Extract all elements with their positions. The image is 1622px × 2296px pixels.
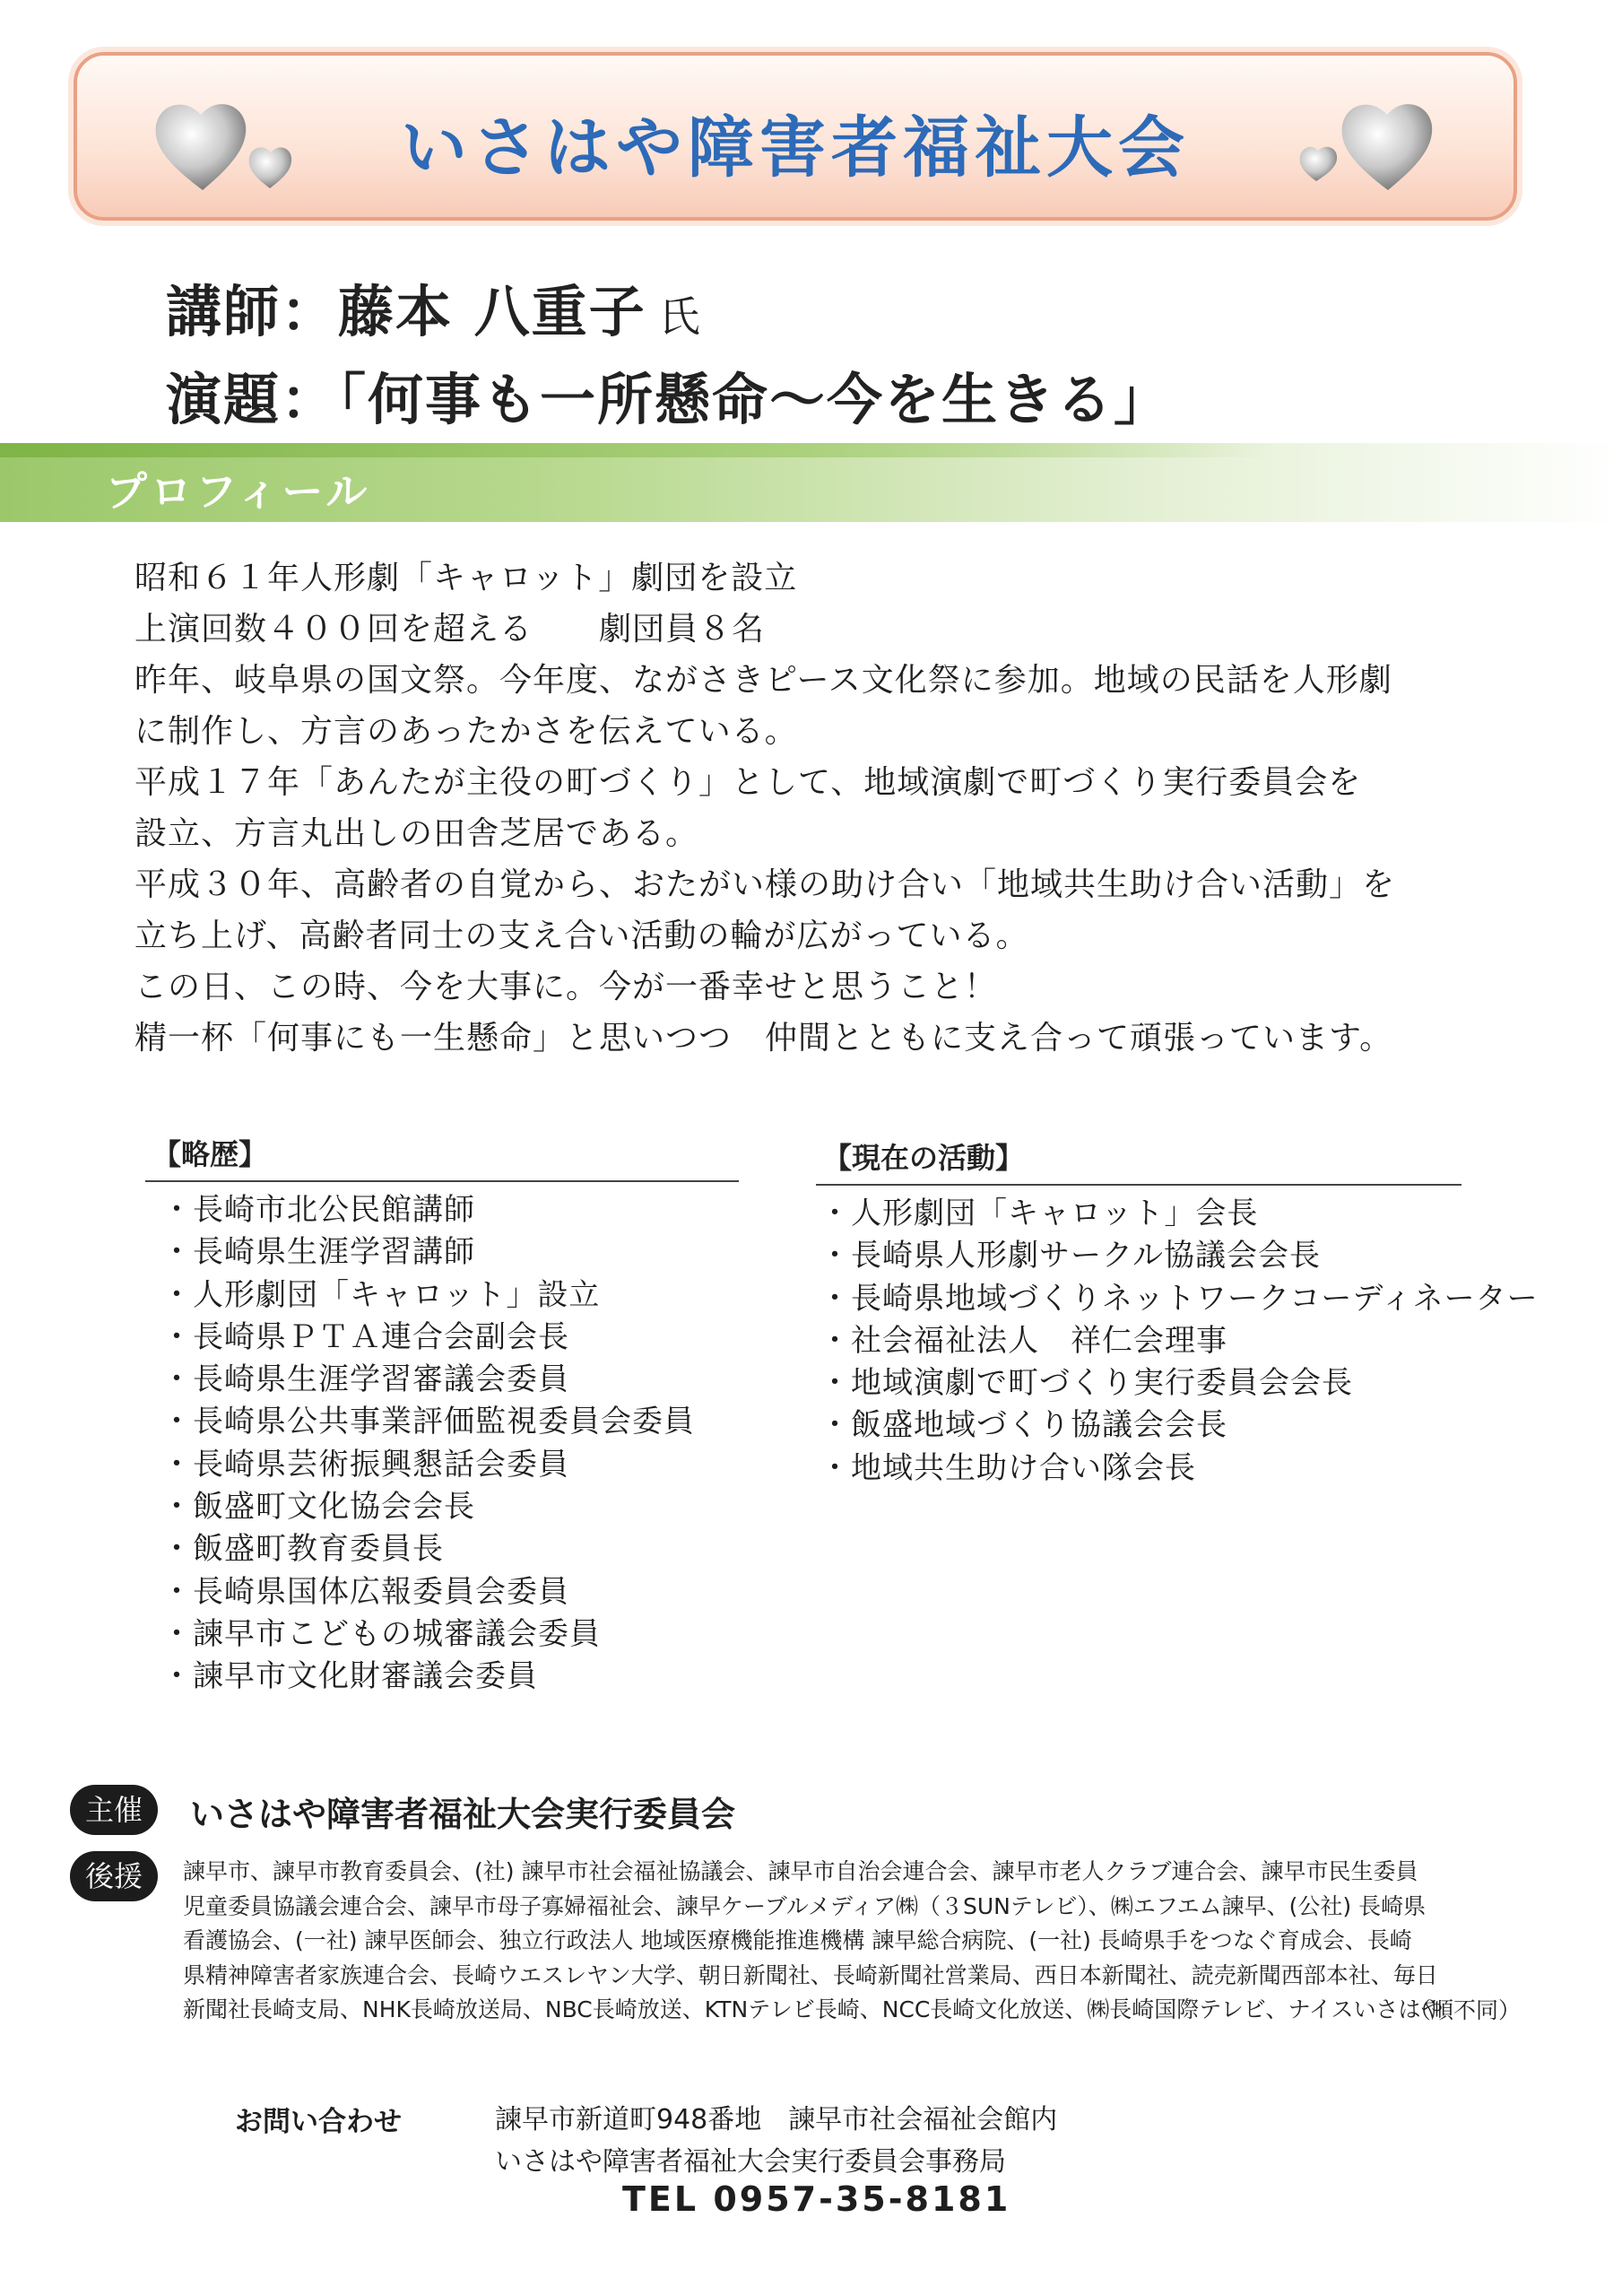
support-line: 看護協会、(一社) 諫早医師会、独立行政法人 地域医療機能推進機構 諫早総合病院、(一社) 長崎県手をつなぐ育成会、長崎 [183,1927,1412,1953]
list-item: ・ 社会福祉法人 祥仁会理事 [820,1320,1539,1362]
profile-line: 平成１７年「あんたが主役の町づくり」として、地域演劇で町づくり実行委員会を [134,764,1362,801]
contact-heading: お問い合わせ [235,2106,402,2138]
support-badge: 後援 [70,1851,158,1901]
profile-line: この日、この時、今を大事に。今が一番幸せと思うこと！ [134,969,998,1005]
list-item: ・ 地域演劇で町づくり実行委員会会長 [820,1362,1539,1405]
activities-list [820,1193,1539,1490]
contact-address: 諫早市新道町948番地 諫早市社会福祉会館内 [495,2104,1058,2135]
career-divider [145,1180,739,1182]
contact-office: いさはや障害者福祉大会実行委員会事務局 [495,2146,1006,2178]
profile-heading: プロフィール [106,467,371,516]
list-item: ・ 長崎県芸術振興懇話会委員 [161,1444,695,1486]
support-list [183,1855,1546,2028]
career-list [161,1189,695,1699]
event-title: いさはや障害者福祉大会 [401,109,1190,187]
topic-heading: 演題：「何事も一所懸命～今を生きる」 [166,367,1172,432]
support-line: 新聞社長崎支局、NHK長崎放送局、NBC長崎放送、KTNテレビ長崎、NCC長崎文化放送、㈱長崎国際テレビ、ナイスいさはや [183,1996,1444,2022]
lecturer-heading [166,267,702,347]
organizer-badge: 主催 [70,1785,158,1835]
list-item: ・ 飯盛地域づくり協議会会長 [820,1405,1539,1447]
contact-info [495,2099,1057,2183]
list-item: ・ 人形劇団「キャロット」設立 [161,1274,695,1317]
list-item: ・ 地域共生助け合い隊会長 [820,1448,1539,1490]
support-line: 県精神障害者家族連合会、長崎ウエスレヤン大学、朝日新聞社、長崎新聞社営業局、西日本新聞社、読売新聞西部本社、毎日 [183,1961,1438,1988]
profile-header-bar [0,443,1622,522]
order-note: （順不同） [1408,1997,1521,2023]
profile-line: 平成３０年、高齢者の自覚から、おたがい様の助け合い「地域共生助け合い活動」を [134,866,1396,903]
list-item: ・ 諫早市こどもの城審議会委員 [161,1613,695,1656]
heart-icon [1279,91,1449,199]
list-item: ・ 人形劇団「キャロット」会長 [820,1193,1539,1235]
career-heading: 【略歴】 [152,1137,268,1171]
list-item: ・ 長崎県生涯学習講師 [161,1231,695,1274]
support-line: 児童委員協議会連合会、諫早市母子寡婦福祉会、諫早ケーブルメディア㈱（３SUNテレビ）、㈱エフエム諫早、(公社) 長崎県 [183,1892,1427,1919]
profile-line: 昭和６１年人形劇「キャロット」劇団を設立 [134,560,798,596]
list-item: ・ 飯盛町教育委員長 [161,1528,695,1570]
list-item: ・ 長崎県ＰＴＡ連合会副会長 [161,1317,695,1359]
profile-text [134,552,1515,1064]
list-item: ・ 長崎県地域づくりネットワークコーディネーター [820,1278,1539,1320]
lecturer-name: 講師：藤本 八重子 [166,279,646,344]
profile-line: に制作し、方言のあったかさを伝えている。 [134,713,798,750]
list-item: ・ 飯盛町文化協会会長 [161,1486,695,1528]
list-item: ・ 長崎市北公民館講師 [161,1189,695,1231]
profile-line: 上演回数４００回を超える 劇団員８名 [134,611,766,648]
profile-line: 精一杯「何事にも一生懸命」と思いつつ 仲間とともに支え合って頑張っています。 [134,1020,1393,1057]
lecturer-honorific: 氏 [658,292,702,341]
list-item: ・ 長崎県国体広報委員会委員 [161,1571,695,1613]
profile-line: 昨年、岐阜県の国文祭。今年度、ながさきピース文化祭に参加。地域の民話を人形劇 [134,662,1392,699]
list-item: ・ 長崎県公共事業評価監視委員会委員 [161,1401,695,1443]
activities-heading: 【現在の活動】 [823,1141,1025,1175]
profile-line: 立ち上げ、高齢者同士の支え合い活動の輪が広がっている。 [134,918,1029,954]
list-item: ・ 長崎県人形劇サークル協議会会長 [820,1235,1539,1277]
activities-divider [816,1184,1462,1186]
list-item: ・ 長崎県生涯学習審議会委員 [161,1359,695,1401]
contact-phone: TEL 0957-35-8181 [622,2179,1011,2219]
title-banner [74,52,1517,221]
support-line: 諫早市、諫早市教育委員会、(社) 諫早市社会福祉協議会、諫早市自治会連合会、諫早市老人クラブ連合会、諫早市民生委員 [183,1858,1418,1884]
organizer-name: いさはや障害者福祉大会実行委員会 [190,1795,736,1834]
profile-line: 設立、方言丸出しの田舎芝居である。 [134,815,699,852]
list-item: ・ 諫早市文化財審議会委員 [161,1656,695,1698]
